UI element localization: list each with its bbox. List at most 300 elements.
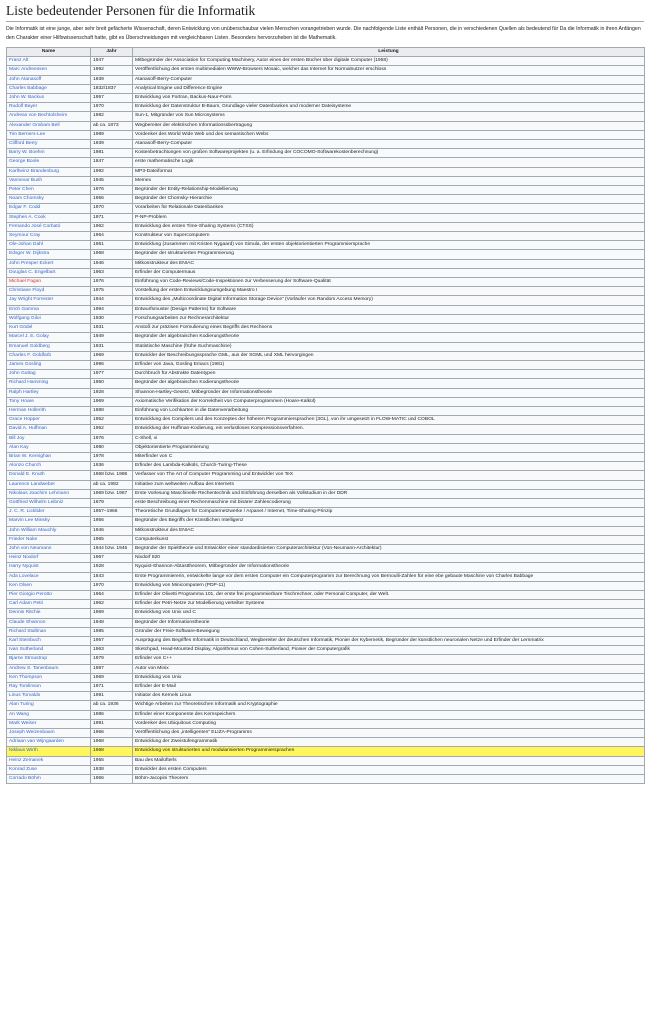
table-row [7,167,645,176]
year-cell: 1979 [91,655,133,664]
achievement-cell: Analytical Engine und Difference Engine [133,84,645,93]
year-cell: 1963 [91,268,133,277]
year-cell: 1992 [91,167,133,176]
table-row [7,738,645,747]
table-row [7,103,645,112]
table-row [7,296,645,305]
achievement-cell: Entwicklung des Compilers und des Konzeptes der höheren Programmiersprachen (3GL), von ihr umgesetzt in FLOW-MATIC und COBOL [133,416,645,425]
table-row [7,149,645,158]
person-name-link[interactable]: John W. Backus [7,94,91,103]
year-cell: 1957–1966 [91,508,133,517]
achievement-cell: Wegbereiter der elektrischen Informationsübertragung [133,121,645,130]
year-cell: 1939 [91,140,133,149]
achievement-cell: Gründer der Freie-Software-Bewegung [133,627,645,636]
person-name-link[interactable]: Brian W. Kernighan [7,452,91,461]
year-cell: ab ca. 1982 [91,480,133,489]
table-row [7,517,645,526]
table-row [7,351,645,360]
year-cell: 1964 [91,590,133,599]
table-row [7,416,645,425]
person-name-link[interactable]: Pier Giorgio Perotto [7,590,91,599]
achievement-cell: Erfinder von C++ [133,655,645,664]
year-cell: 1968 [91,738,133,747]
achievement-cell: Einführung von Code-Reviews/Code-Inspektionen zur Verbesserung der Software-Qualität [133,278,645,287]
year-cell: 1930 [91,314,133,323]
table-body [7,57,645,784]
table-row [7,443,645,452]
achievement-cell: Entwurfsmuster (Design Patterns) für Software [133,305,645,314]
table-row [7,710,645,719]
table-row [7,314,645,323]
achievement-cell: Veröffentlichung des ersten multimedialen WWW-Browsers Mosaic, welcher das Internet für Normalnutzer erschloss [133,66,645,75]
achievement-cell: Wichtige Arbeiten zur Theoretischen Informatik und Kryptographie [133,701,645,710]
year-cell: 1962 [91,222,133,231]
year-cell: 1971 [91,213,133,222]
table-row [7,618,645,627]
person-name-link[interactable]: Marcel J. E. Golay [7,333,91,342]
year-cell: 1679 [91,498,133,507]
table-row [7,342,645,351]
achievement-cell: Entwickler der Beschreibungssprache GML, aus der SGML und XML hervorgingen [133,351,645,360]
person-name-link[interactable]: Andrew S. Tanenbaum [7,664,91,673]
year-cell: 1832/1837 [91,84,133,93]
year-cell: 1961 [91,241,133,250]
achievement-cell: Begründer der Entity-Relationship-Modellierung [133,186,645,195]
person-name-link[interactable]: George Boole [7,158,91,167]
year-cell: 1968 bzw. 1986 [91,471,133,480]
person-name-link[interactable]: Nikolaus Joachim Lehmann [7,489,91,498]
table-row [7,250,645,259]
table-row [7,544,645,553]
person-name-link[interactable]: Claude Shannon [7,618,91,627]
achievement-cell: Objektorientierte Programmierung [133,443,645,452]
year-cell: 1969 [91,397,133,406]
achievement-cell: Mitkonstrukteur des ENIAC [133,526,645,535]
achievement-cell: Böhm-Jacopini Theorem [133,775,645,784]
table-row [7,278,645,287]
table-row [7,324,645,333]
person-name-link[interactable]: Konrad Zuse [7,765,91,774]
person-name-link[interactable]: Tim Berners-Lee [7,130,91,139]
person-name-link[interactable]: An Wang [7,710,91,719]
table-row [7,140,645,149]
year-cell: 1947 [91,57,133,66]
person-name-link[interactable]: Carl Adam Petri [7,600,91,609]
person-name-link[interactable]: Ray Tomlinson [7,683,91,692]
person-name-link[interactable]: Richard Hamming [7,379,91,388]
table-row [7,186,645,195]
year-cell: 1957 [91,94,133,103]
achievement-cell: Atanasoff-Berry-Computer [133,140,645,149]
person-name-link[interactable]: Peter Chen [7,186,91,195]
person-name-link[interactable]: Herman Hollerith [7,406,91,415]
table-row [7,637,645,646]
table-row [7,563,645,572]
year-cell: 1991 [91,719,133,728]
year-cell: 1969 [91,673,133,682]
year-cell: 1969 [91,351,133,360]
year-cell: 1963 [91,646,133,655]
achievement-cell: Durchbruch für Abstrakte Datentypen [133,370,645,379]
table-row [7,765,645,774]
person-name-link[interactable]: Christiane Floyd [7,287,91,296]
person-name-link[interactable]: Karl Steinbuch [7,637,91,646]
person-name-link[interactable]: Karlheinz Brandenburg [7,167,91,176]
table-row [7,397,645,406]
table-row [7,627,645,636]
table-row [7,94,645,103]
table-row [7,646,645,655]
year-cell: 1936 [91,462,133,471]
person-name-link[interactable]: Grace Hopper [7,416,91,425]
table-row [7,195,645,204]
achievement-cell: MP3-Dateiformat [133,167,645,176]
year-cell: 1950 [91,379,133,388]
table-row [7,526,645,535]
table-row [7,158,645,167]
person-name-link[interactable]: Tony Hoare [7,397,91,406]
table-row [7,406,645,415]
achievement-cell: Erfinder der Computermaus [133,268,645,277]
achievement-cell: Nyquist-Shannon-Abtasttheorem, Mitbegründer der Informationstheorie [133,563,645,572]
person-name-link[interactable]: Adriaan van Wijngaarden [7,738,91,747]
achievement-cell: Entwicklung der Huffman-Kodierung, ein verlustloses Kompressionsverfahren. [133,425,645,434]
achievement-cell: Entwicklung von Minicomputern (PDP-11) [133,581,645,590]
person-name-link[interactable]: Niklaus Wirth [7,747,91,756]
person-name-link[interactable]: John Presper Eckert [7,259,91,268]
person-name-link[interactable]: Stephen A. Cook [7,213,91,222]
year-cell: 1967 [91,554,133,563]
achievement-cell: erste Beschreibung einer Rechenmaschine mit binärer Zahlencodierung [133,498,645,507]
achievement-cell: Entwicklung der Datenstruktur B-Baum, Grundlage vieler Datenbanken und moderner Dateisysteme [133,103,645,112]
person-name-link[interactable]: Laurence Landweber [7,480,91,489]
table-row [7,452,645,461]
person-name-link[interactable]: David A. Huffman [7,425,91,434]
table-row [7,747,645,756]
person-name-link[interactable]: Rudolf Bayer [7,103,91,112]
achievement-cell: Erfinder der Olivetti Programma 101, der erste frei programmierbare Tischrechner, oder Personal Computer, der Welt. [133,590,645,599]
person-name-link[interactable]: Alan Turing [7,701,91,710]
person-name-link[interactable]: Charles Babbage [7,84,91,93]
year-cell: 1946 [91,259,133,268]
year-cell: 1976 [91,434,133,443]
year-cell: 1970 [91,103,133,112]
achievement-cell: Entwicklung des ersten Time-Sharing Systems (CTSS) [133,222,645,231]
achievement-cell: Miterfinder von C [133,452,645,461]
person-name-link[interactable]: John Guttag [7,370,91,379]
person-name-link[interactable]: Wolfgang Giloi [7,314,91,323]
table-row [7,498,645,507]
person-name-link[interactable]: Erich Gamma [7,305,91,314]
achievement-cell: Entwicklung (zusammen mit Kristen Nygaard) von Simula, der ersten objektorientierten Programmiersprache [133,241,645,250]
table-row [7,370,645,379]
year-cell: 1981 [91,149,133,158]
table-row [7,581,645,590]
table-row [7,554,645,563]
achievement-cell: Shannon-Hartley-Gesetz, Mitbegründer der Informationstheorie [133,388,645,397]
achievement-cell: Verfasser von The Art of Computer Programming und Entwickler von TeX [133,471,645,480]
achievement-cell: Forschungsarbeiten zur Rechnerarchitektur [133,314,645,323]
table-row [7,305,645,314]
person-name-link[interactable]: Noam Chomsky [7,195,91,204]
table-row [7,480,645,489]
table-row [7,259,645,268]
achievement-cell: Begründer der Informationstheorie [133,618,645,627]
year-cell: 1966 [91,729,133,738]
persons-table [6,47,645,784]
year-cell: 1977 [91,370,133,379]
year-cell: 1939 [91,75,133,84]
achievement-cell: Sun-1, Mitgründer von Sun Microsystems [133,112,645,121]
table-row [7,701,645,710]
table-row [7,673,645,682]
year-cell: 1969 [91,609,133,618]
person-name-link[interactable]: Ken Olsen [7,581,91,590]
year-cell: 1946 [91,526,133,535]
person-name-link[interactable]: Harry Nyquist [7,563,91,572]
table-row [7,508,645,517]
person-name-link[interactable]: Jay Wright Forrester [7,296,91,305]
year-cell: 1986 [91,710,133,719]
table-row [7,287,645,296]
person-name-link[interactable]: Franz Alt [7,57,91,66]
intro-paragraph: Die Informatik ist eine junge, aber sehr breit gefächerte Wissenschaft, deren Entwicklung von unüberschaubar vielen Menschen vorangetrieben wurde. Die nachfolgende Liste enthält Personen, die in verschiedenen Quellen als bedeutend für Da die Informatik in ihren Anfängen den Charakter einer Hilfswissenschaft hatte, gibt es Überschneidungen mit vergleichbaren Listen. Besonders hervorzuheben ist die Mathematik. [6,26,641,41]
year-cell: 1989 [91,130,133,139]
year-cell: 1956 [91,195,133,204]
column-header-achievement[interactable]: Leistung [133,48,645,57]
year-cell: 1928 [91,563,133,572]
achievement-cell: Statistische Maschine (frühe Suchmaschine) [133,342,645,351]
person-name-link[interactable]: John Atanasoff [7,75,91,84]
achievement-cell: Begründer der algebraischen Kodierungstheorie [133,333,645,342]
person-name-link[interactable]: Donald E. Knuth [7,471,91,480]
year-cell: 1956 [91,517,133,526]
person-name-link[interactable]: Kurt Gödel [7,324,91,333]
table-row [7,379,645,388]
year-cell: 1991 [91,692,133,701]
table-row [7,241,645,250]
table-row [7,434,645,443]
achievement-cell: Entwicklung der Zweistufengrammatik [133,738,645,747]
achievement-cell: Entwickler des ersten Computers [133,765,645,774]
table-row [7,719,645,728]
year-cell: 1847 [91,158,133,167]
table-row [7,655,645,664]
table-row [7,609,645,618]
achievement-cell: Begründer des Begriffs der Künstlichen Intelligenz [133,517,645,526]
achievement-cell: Erfinder der Petri-Netze zur Modellierung verteilter Systeme [133,600,645,609]
person-name-link[interactable]: Ralph Hartley [7,388,91,397]
year-cell: 1962 [91,600,133,609]
person-name-link[interactable]: Alonzo Church [7,462,91,471]
year-cell: 1975 [91,287,133,296]
achievement-cell: Axiomatische Verifikation der Korrektheit von Computerprogrammen (Hoare-Kalkül) [133,397,645,406]
year-cell: 1980 [91,443,133,452]
person-name-link[interactable]: James Gosling [7,360,91,369]
person-name-link[interactable]: Edsger W. Dijkstra [7,250,91,259]
year-cell: 1985 [91,627,133,636]
person-name-link[interactable]: Richard Stallman [7,627,91,636]
person-name-link[interactable]: Seymour Cray [7,232,91,241]
person-name-link[interactable]: Heinz Nixdorf [7,554,91,563]
table-row [7,535,645,544]
year-cell: 1987 [91,664,133,673]
person-name-link[interactable]: Dennis Ritchie [7,609,91,618]
person-name-link[interactable]: Ken Thompson [7,673,91,682]
table-row [7,572,645,581]
table-row [7,112,645,121]
person-name-link[interactable]: Mark Weiser [7,719,91,728]
achievement-cell: Bau des Mailüfterls [133,756,645,765]
achievement-cell: Vorstellung der ersten Entwicklungsumgebung Maestro I [133,287,645,296]
year-cell: 1994 [91,305,133,314]
achievement-cell: Theoretische Grundlagen für Computernetzwerke / Arpanet / Internet, Time-Sharing-Prinzip [133,508,645,517]
year-cell: 1952 [91,416,133,425]
year-cell: 1949 [91,333,133,342]
achievement-cell: erste mathematische Logik [133,158,645,167]
achievement-cell: P-NP-Problem [133,213,645,222]
person-name-link[interactable]: Heinz Zemanek [7,756,91,765]
achievement-cell: Kostenbetrachtungen von großen Softwareprojekten (u. a. Erfindung der COCOMO-Softwarekostenberechnung) [133,149,645,158]
person-name-link[interactable]: Linus Torvalds [7,692,91,701]
table-row [7,57,645,66]
person-name-link[interactable]: Charles F. Goldfarb [7,351,91,360]
table-row [7,75,645,84]
person-name-link[interactable]: Ada Lovelace [7,572,91,581]
achievement-cell: Konstrukteur von Supercomputern [133,232,645,241]
table-row [7,130,645,139]
person-name-link[interactable]: Corrado Böhm [7,775,91,784]
table-row [7,471,645,480]
person-name-link[interactable]: Marc Andreessen [7,66,91,75]
table-row [7,775,645,784]
achievement-cell: Anstoß zur präzisen Formulierung eines Begriffs des Rechnens [133,324,645,333]
year-cell: 1955 [91,756,133,765]
table-row [7,388,645,397]
person-name-link[interactable]: John William Mauchly [7,526,91,535]
year-cell: 1969 bzw. 1967 [91,489,133,498]
achievement-cell: Erfinder von Java, Gosling Emacs (1981) [133,360,645,369]
table-row [7,462,645,471]
person-name-link[interactable]: J. C. R. Licklider [7,508,91,517]
achievement-cell: Mitkonstrukteur des ENIAC [133,259,645,268]
table-row [7,232,645,241]
person-name-link[interactable]: Emanuel Goldberg [7,342,91,351]
person-name-link[interactable]: Vannevar Bush [7,176,91,185]
table-row [7,664,645,673]
year-cell: 1964 [91,232,133,241]
person-name-link[interactable]: Alan Kay [7,443,91,452]
person-name-link[interactable]: Barry W. Boehm [7,149,91,158]
year-cell: 1968 [91,250,133,259]
year-cell: 1996 [91,360,133,369]
person-name-link[interactable]: Bjarne Stroustrup [7,655,91,664]
column-header-year[interactable]: Jahr [91,48,133,57]
year-cell: 1945 [91,176,133,185]
year-cell: 1982 [91,112,133,121]
year-cell: ab ca. 1936 [91,701,133,710]
year-cell: 1952 [91,425,133,434]
table-row [7,425,645,434]
person-name-link[interactable]: Clifford Berry [7,140,91,149]
person-name-link[interactable]: Douglas C. Engelbart [7,268,91,277]
column-header-name[interactable]: Name [7,48,91,57]
achievement-cell: Erste Vorlesung Maschinelle Rechentechnik und Einführung derselben als Vollstudium in der DDR [133,489,645,498]
person-name-link[interactable]: Edgar F. Codd [7,204,91,213]
person-name-link[interactable]: Bill Joy [7,434,91,443]
person-name-link[interactable]: Ole-Johan Dahl [7,241,91,250]
table-row [7,66,645,75]
person-name-link[interactable]: Marvin Lee Minsky [7,517,91,526]
table-row [7,176,645,185]
achievement-cell: Atanasoff-Berry-Computer [133,75,645,84]
person-name-link[interactable]: Fernando José Corbató [7,222,91,231]
year-cell: 1948 [91,618,133,627]
achievement-cell: Entwicklung des „Multicoordinate Digital Information Storage Device“ (Vorläufer von Random Access Memory) [133,296,645,305]
achievement-cell: Entwicklung von Fortran, Backus-Naur-Form [133,94,645,103]
achievement-cell: Vordenker des Ubiquitous Computing [133,719,645,728]
achievement-cell: Begründer der Chomsky-Hierarchie [133,195,645,204]
person-name-link[interactable]: John von Neumann [7,544,91,553]
year-cell: 1931 [91,342,133,351]
year-cell: 1888 [91,406,133,415]
year-cell: 1970 [91,581,133,590]
person-name-link[interactable]: Ivan Sutherland [7,646,91,655]
year-cell: 1978 [91,452,133,461]
achievement-cell: Ausprägung des Begriffes Informatik in Deutschland, Wegbereiter der deutschen Informatik, Pionier der Kybernetik, Begründer der künstlichen neuronalen Netze und Erfinder der Lernmatrix [133,637,645,646]
year-cell: 1928 [91,388,133,397]
achievement-cell: C-Shell, vi [133,434,645,443]
achievement-cell: Erfinder einer Komponente des Kernspeichers [133,710,645,719]
achievement-cell: Einführung von Lochkarten in die Datenverarbeitung [133,406,645,415]
person-name-link[interactable]: Frieder Nake [7,535,91,544]
year-cell: 1938 [91,765,133,774]
achievement-cell: Begründer der Spieltheorie und Entwickler einer standardisierten Computerarchitektur (Von-Neumann-Architektur) [133,544,645,553]
achievement-cell: Initiator des Kernels Linux [133,692,645,701]
table-row [7,683,645,692]
year-cell: 1843 [91,572,133,581]
table-header-row [7,48,645,57]
year-cell: 1944 bzw. 1945 [91,544,133,553]
year-cell: 1976 [91,186,133,195]
table-row [7,590,645,599]
year-cell: 1965 [91,535,133,544]
achievement-cell: Begründer der strukturierten Programmierung [133,250,645,259]
achievement-cell: Entwicklung von Unix und C [133,609,645,618]
achievement-cell: Mitbegründer der Association for Computing Machinery, Autor eines der ersten Bücher über digitale Computer (1958) [133,57,645,66]
person-name-link[interactable]: Alexander Graham Bell [7,121,91,130]
person-name-link[interactable]: Andreas von Bechtolsheim [7,112,91,121]
year-cell: 1966 [91,775,133,784]
achievement-cell: Memex [133,176,645,185]
page-title: Liste bedeutender Personen für die Informatik [6,3,644,22]
achievement-cell: Initiative zum weltweiten Aufbau des Internets [133,480,645,489]
year-cell: 1957 [91,637,133,646]
person-name-link[interactable]: Michael Fagan [7,278,91,287]
achievement-cell: Entwicklung von Unix [133,673,645,682]
table-row [7,268,645,277]
achievement-cell: Erste Programmiererin, entwickelte lange vor dem ersten Computer ein Computerprogramm zur Berechnung von Bernoulli-Zahlen für eine ebe gebaute Maschine von Charles Babbage [133,572,645,581]
table-row [7,756,645,765]
achievement-cell: Veröffentlichung des „intelligenten“ ELIZA-Programms [133,729,645,738]
table-row [7,360,645,369]
person-name-link[interactable]: Joseph Weizenbaum [7,729,91,738]
person-name-link[interactable]: Gottfried Wilhelm Leibniz [7,498,91,507]
table-row [7,333,645,342]
achievement-cell: Computerkunst [133,535,645,544]
achievement-cell: Nixdorf 820 [133,554,645,563]
year-cell: 1968 [91,747,133,756]
